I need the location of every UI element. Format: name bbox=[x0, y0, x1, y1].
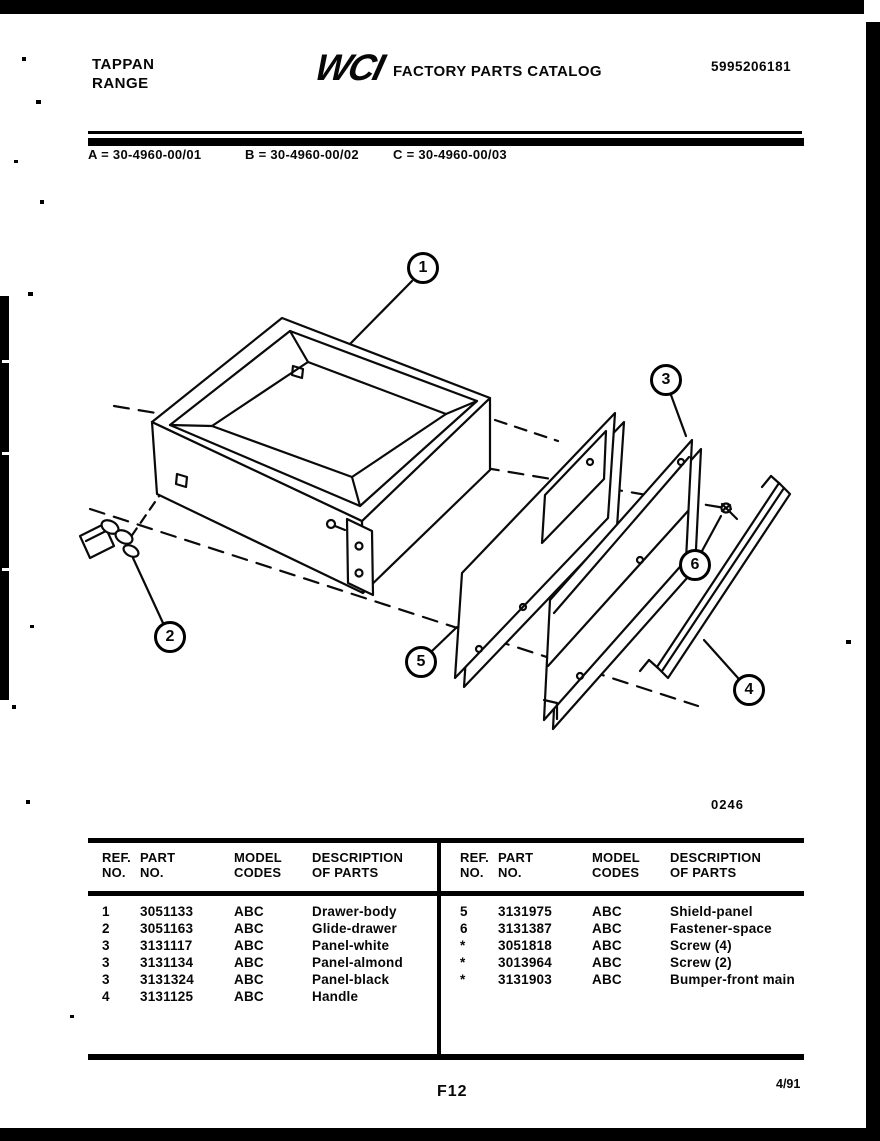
col-part: PART NO. bbox=[140, 850, 176, 880]
scan-artifact bbox=[14, 160, 18, 163]
col-desc: DESCRIPTION OF PARTS bbox=[670, 850, 762, 880]
figure-number: 0246 bbox=[711, 797, 744, 812]
table-row: 3 3131134 ABC Panel-almond bbox=[102, 955, 403, 970]
col-part: PART NO. bbox=[498, 850, 534, 880]
glide-drawer-shape bbox=[80, 517, 140, 559]
table-row: * 3013964 ABC Screw (2) bbox=[460, 955, 732, 970]
wci-logo: WCI bbox=[311, 47, 388, 88]
table-row: 5 3131975 ABC Shield-panel bbox=[460, 904, 753, 919]
table-row: 6 3131387 ABC Fastener-space bbox=[460, 921, 772, 936]
brand-line2: RANGE bbox=[92, 75, 149, 92]
table-row: 4 3131125 ABC Handle bbox=[102, 989, 359, 1004]
col-model: MODEL CODES bbox=[234, 850, 282, 880]
scan-artifact bbox=[0, 1128, 880, 1141]
table-row: 2 3051163 ABC Glide-drawer bbox=[102, 921, 397, 936]
footer-date: 4/91 bbox=[776, 1077, 801, 1091]
callout-2: 2 bbox=[154, 621, 186, 653]
parts-table-right bbox=[460, 843, 802, 1054]
drawer-body-shape bbox=[152, 318, 490, 595]
model-c: C = 30-4960-00/03 bbox=[393, 147, 507, 162]
callout-6: 6 bbox=[679, 549, 711, 581]
table-row: 3 3131324 ABC Panel-black bbox=[102, 972, 390, 987]
scan-artifact bbox=[22, 57, 26, 61]
col-ref: REF. NO. bbox=[102, 850, 131, 880]
model-b: B = 30-4960-00/02 bbox=[245, 147, 359, 162]
fastener-screw-shape bbox=[722, 504, 738, 520]
callout-5: 5 bbox=[405, 646, 437, 678]
header-rule-thin bbox=[88, 131, 802, 134]
col-desc: DESCRIPTION OF PARTS bbox=[312, 850, 404, 880]
scan-artifact bbox=[70, 1015, 74, 1018]
model-a: A = 30-4960-00/01 bbox=[88, 147, 202, 162]
table-center-divider bbox=[437, 843, 441, 1054]
table-row: * 3131903 ABC Bumper-front main bbox=[460, 972, 795, 987]
table-row: 3 3131117 ABC Panel-white bbox=[102, 938, 390, 953]
table-header-row bbox=[460, 850, 802, 880]
header-rule-thick bbox=[88, 138, 804, 146]
table-header-row bbox=[102, 850, 435, 880]
exploded-drawer-diagram bbox=[0, 170, 880, 830]
col-model: MODEL CODES bbox=[592, 850, 640, 880]
table-row: 1 3051133 ABC Drawer-body bbox=[102, 904, 397, 919]
brand-line1: TAPPAN bbox=[92, 56, 155, 73]
callout-3: 3 bbox=[650, 364, 682, 396]
brand-name bbox=[92, 55, 154, 93]
callout-4: 4 bbox=[733, 674, 765, 706]
catalog-title: FACTORY PARTS CATALOG bbox=[393, 63, 602, 80]
col-ref: REF. NO. bbox=[460, 850, 489, 880]
table-row: * 3051818 ABC Screw (4) bbox=[460, 938, 732, 953]
parts-table-left bbox=[102, 843, 435, 1054]
parts-table bbox=[88, 838, 804, 1060]
scan-artifact bbox=[0, 0, 864, 14]
page-number: F12 bbox=[437, 1083, 468, 1100]
callout-1: 1 bbox=[407, 252, 439, 284]
publication-number: 5995206181 bbox=[711, 59, 792, 74]
scan-artifact bbox=[36, 100, 41, 104]
